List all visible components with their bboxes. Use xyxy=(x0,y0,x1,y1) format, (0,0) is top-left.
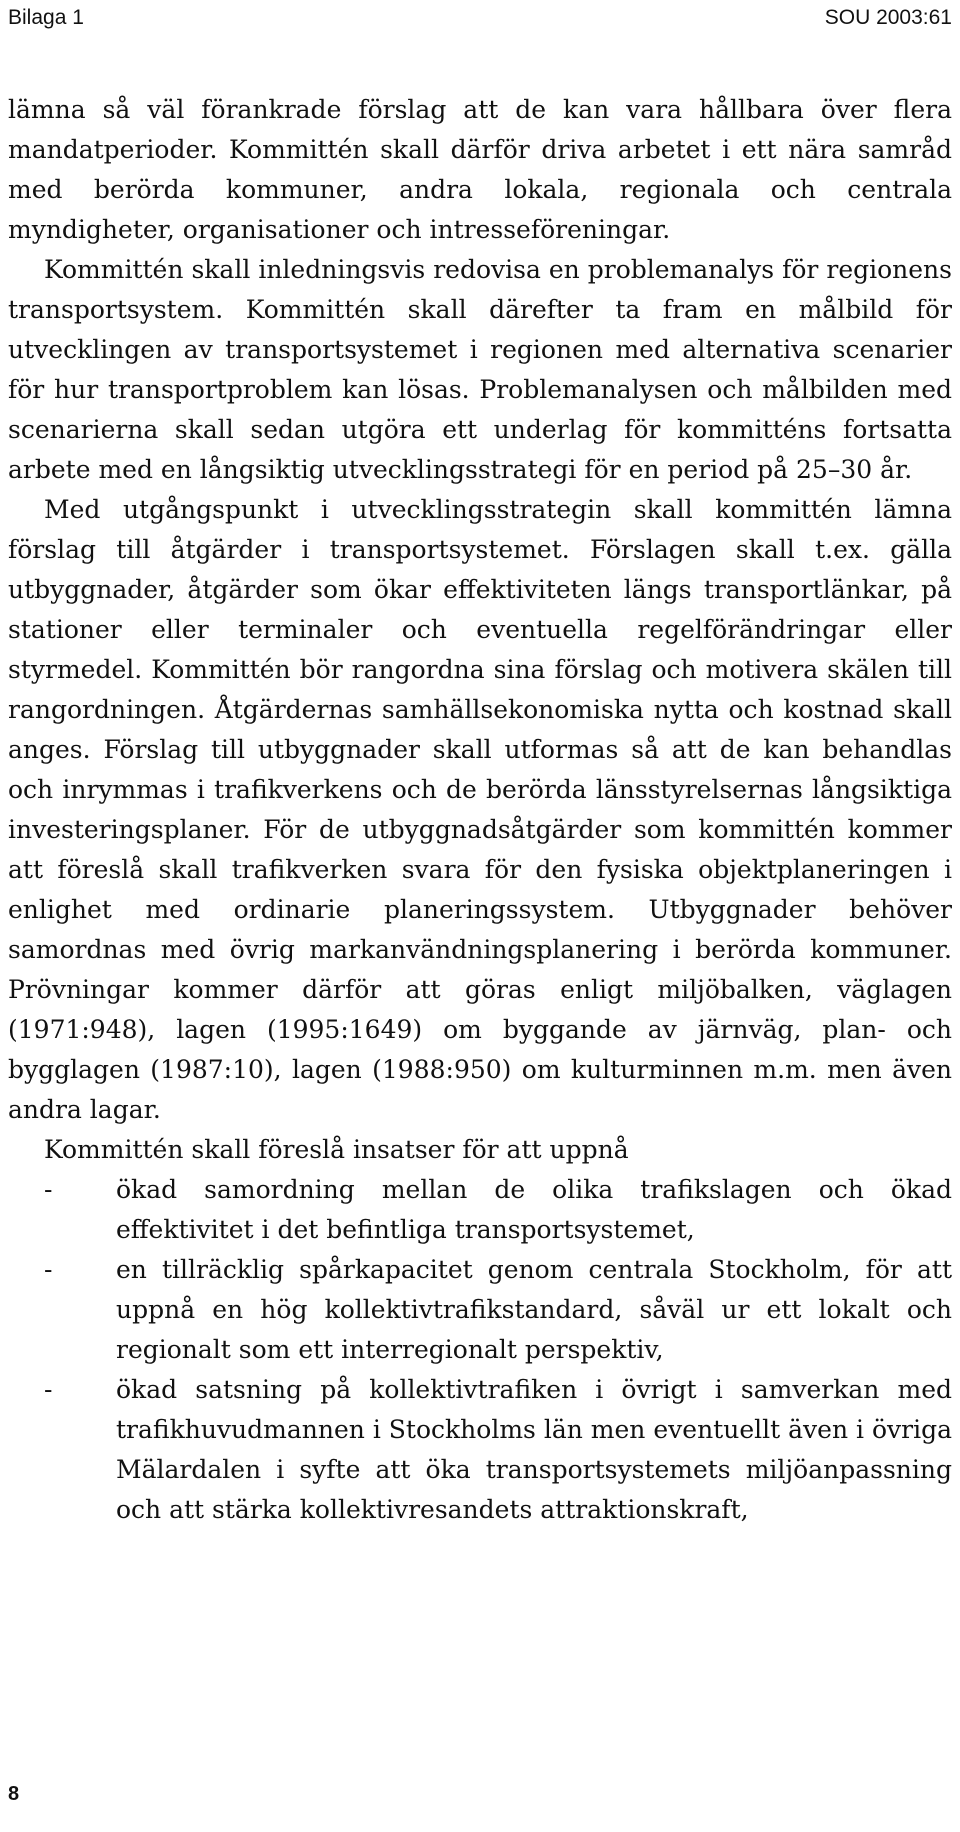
list-item-text: ökad samordning mellan de olika trafikslagen och ökad effektivitet i det befintliga transportsystemet, xyxy=(116,1175,952,1244)
report-number: SOU 2003:61 xyxy=(824,6,952,29)
list-item xyxy=(8,1370,952,1530)
paragraph-problem-analysis: Kommittén skall inledningsvis redovisa en problemanalys för regionens transportsystem. Kommittén skall därefter ta fram en målbild för utvecklingen av transportsystemet i regionen med alternativa scenarier för hur transportproblem kan lösas. Problemanalysen och målbilden med scenarierna skall sedan utgöra ett underlag för kommitténs fortsatta arbete med en långsiktig utvecklingsstrategi för en period på 25–30 år. xyxy=(8,255,952,484)
paragraph-proposals: Med utgångspunkt i utvecklingsstrategin skall kommittén lämna förslag till åtgärder i transportsystemet. Förslagen skall t.ex. gälla utbyggnader, åtgärder som ökar effektiviteten längs transportlänkar, på stationer eller terminaler och eventuella regelförändringar eller styrmedel. Kommittén bör rangordna sina förslag och motivera skälen till rangordningen. Åtgärdernas samhällsekonomiska nytta och kostnad skall anges. Förslag till utbyggnader skall utformas så att de kan behandlas och inrymmas i trafikverkens och de berörda länsstyrelsernas långsiktiga investeringsplaner. För de utbyggnadsåtgärder som kommittén kommer att föreslå skall trafikverken svara för den fysiska objektplaneringen i enlighet med ordinarie planeringssystem. Utbyggnader behöver samordnas med övrig markanvändningsplanering i berörda kommuner. Prövningar kommer därför att göras enligt miljöbalken, väglagen (1971:948), lagen (1995:1649) om byggande av järnväg, plan- och bygglagen (1987:10), lagen (1988:950) om kulturminnen m.m. men även andra lagar. xyxy=(8,495,952,1124)
appendix-label: Bilaga 1 xyxy=(8,6,84,29)
list-item xyxy=(8,1170,952,1250)
page-body xyxy=(8,90,952,1530)
dash-marker: - xyxy=(44,1175,53,1204)
list-item-text: en tillräcklig spårkapacitet genom centrala Stockholm, för att uppnå en hög kollektivtrafikstandard, såväl ur ett lokalt och regionalt som ett interregionalt perspektiv, xyxy=(116,1255,952,1364)
dash-marker: - xyxy=(44,1255,53,1284)
page-number: 8 xyxy=(8,1783,20,1805)
list-item xyxy=(8,1250,952,1370)
paragraph-list-intro: Kommittén skall föreslå insatser för att uppnå xyxy=(44,1135,629,1164)
running-header xyxy=(8,4,952,32)
list-item-text: ökad satsning på kollektivtrafiken i övrigt i samverkan med trafikhuvudmannen i Stockholms län men eventuellt även i övriga Mälardalen i syfte att öka transportsystemets miljöanpassning och att stärka kollektivresandets attraktionskraft, xyxy=(116,1375,952,1524)
objectives-list xyxy=(8,1170,952,1530)
paragraph-continuation: lämna så väl förankrade förslag att de kan vara hållbara över flera mandatperioder. Kommittén skall därför driva arbetet i ett nära samråd med berörda kommuner, andra lokala, regionala och centrala myndigheter, organisationer och intresseföreningar. xyxy=(8,95,952,244)
dash-marker: - xyxy=(44,1375,53,1404)
